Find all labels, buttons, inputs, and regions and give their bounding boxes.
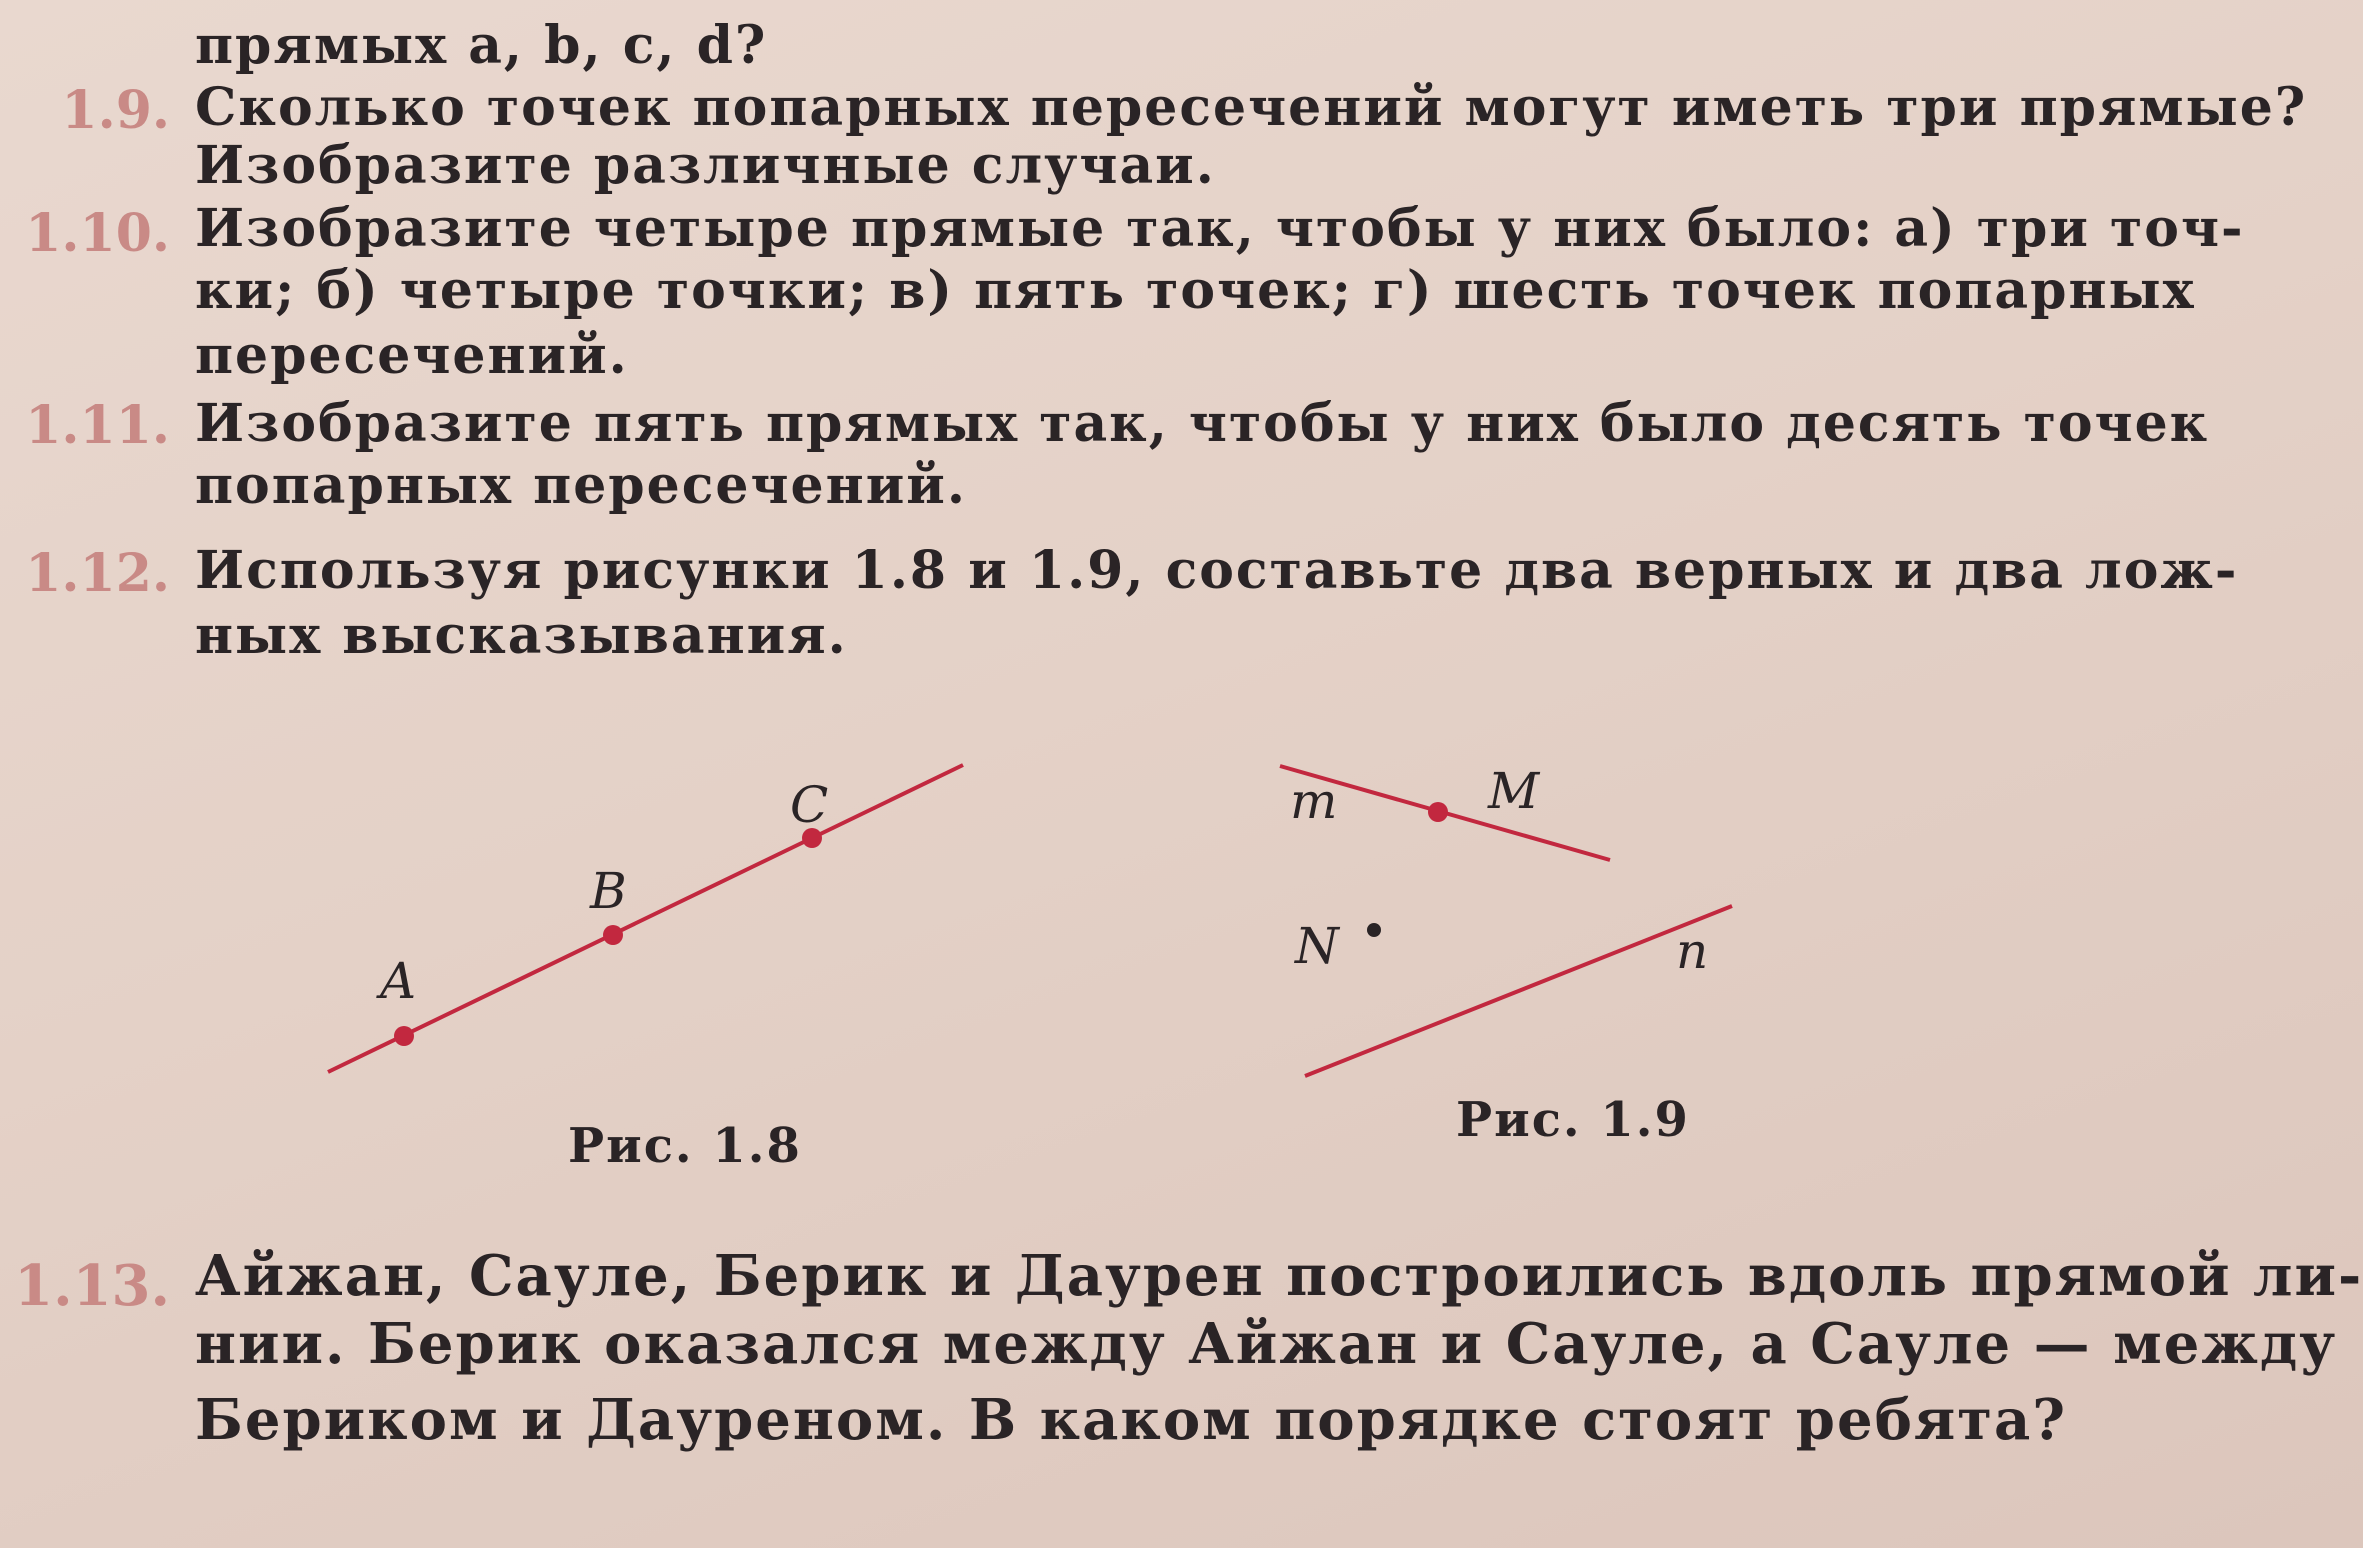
figure-1-8 bbox=[328, 765, 963, 1072]
exercise-text-line: прямых a, b, c, d? bbox=[195, 15, 768, 76]
exercise-text-line: Сколько точек попарных пересечений могут иметь три прямые? bbox=[195, 77, 2308, 138]
exercise-number: 1.13. bbox=[14, 1253, 170, 1319]
exercise-number: 1.11. bbox=[25, 395, 170, 456]
exercise-text-line: Айжан, Сауле, Берик и Даурен построились вдоль прямой ли- bbox=[195, 1243, 2363, 1309]
exercise-text-line: Изобразите четыре прямые так, чтобы у них было: а) три точ- bbox=[195, 198, 2245, 259]
exercise-text-line: Используя рисунки 1.8 и 1.9, составьте два верных и два лож- bbox=[195, 540, 2239, 601]
exercise-text-line: ных высказывания. bbox=[195, 605, 848, 666]
line-n-label: n bbox=[1676, 922, 1709, 980]
point-c-label: C bbox=[790, 776, 829, 834]
point-a-label: A bbox=[380, 952, 417, 1010]
figure-1-9 bbox=[1280, 762, 1732, 1076]
exercise-number: 1.12. bbox=[25, 543, 170, 604]
line-abc bbox=[328, 765, 963, 1072]
figure-1-9-caption: Рис. 1.9 bbox=[1456, 1092, 1690, 1148]
exercise-text-line: Изобразите пять прямых так, чтобы у них было десять точек bbox=[195, 393, 2210, 454]
exercise-number: 1.9. bbox=[61, 80, 170, 141]
point-b bbox=[603, 925, 623, 945]
exercise-text-line: ки; б) четыре точки; в) пять точек; г) шесть точек попарных bbox=[195, 260, 2196, 321]
exercise-text-line: нии. Берик оказался между Айжан и Сауле, а Сауле — между bbox=[195, 1311, 2338, 1377]
point-b-label: B bbox=[590, 862, 627, 920]
point-n bbox=[1367, 923, 1381, 937]
exercise-text-line: попарных пересечений. bbox=[195, 455, 967, 516]
exercise-text-line: пересечений. bbox=[195, 325, 629, 386]
line-m-label: m bbox=[1290, 772, 1338, 830]
exercise-number: 1.10. bbox=[25, 203, 170, 264]
point-m-label: M bbox=[1488, 762, 1540, 820]
exercise-text-line: Изобразите различные случаи. bbox=[195, 135, 1216, 196]
point-m bbox=[1428, 802, 1448, 822]
point-n-label: N bbox=[1295, 917, 1339, 975]
figure-1-8-caption: Рис. 1.8 bbox=[568, 1118, 802, 1174]
point-a bbox=[394, 1026, 414, 1046]
exercise-text-line: Бериком и Дауреном. В каком порядке стоят ребята? bbox=[195, 1387, 2068, 1453]
